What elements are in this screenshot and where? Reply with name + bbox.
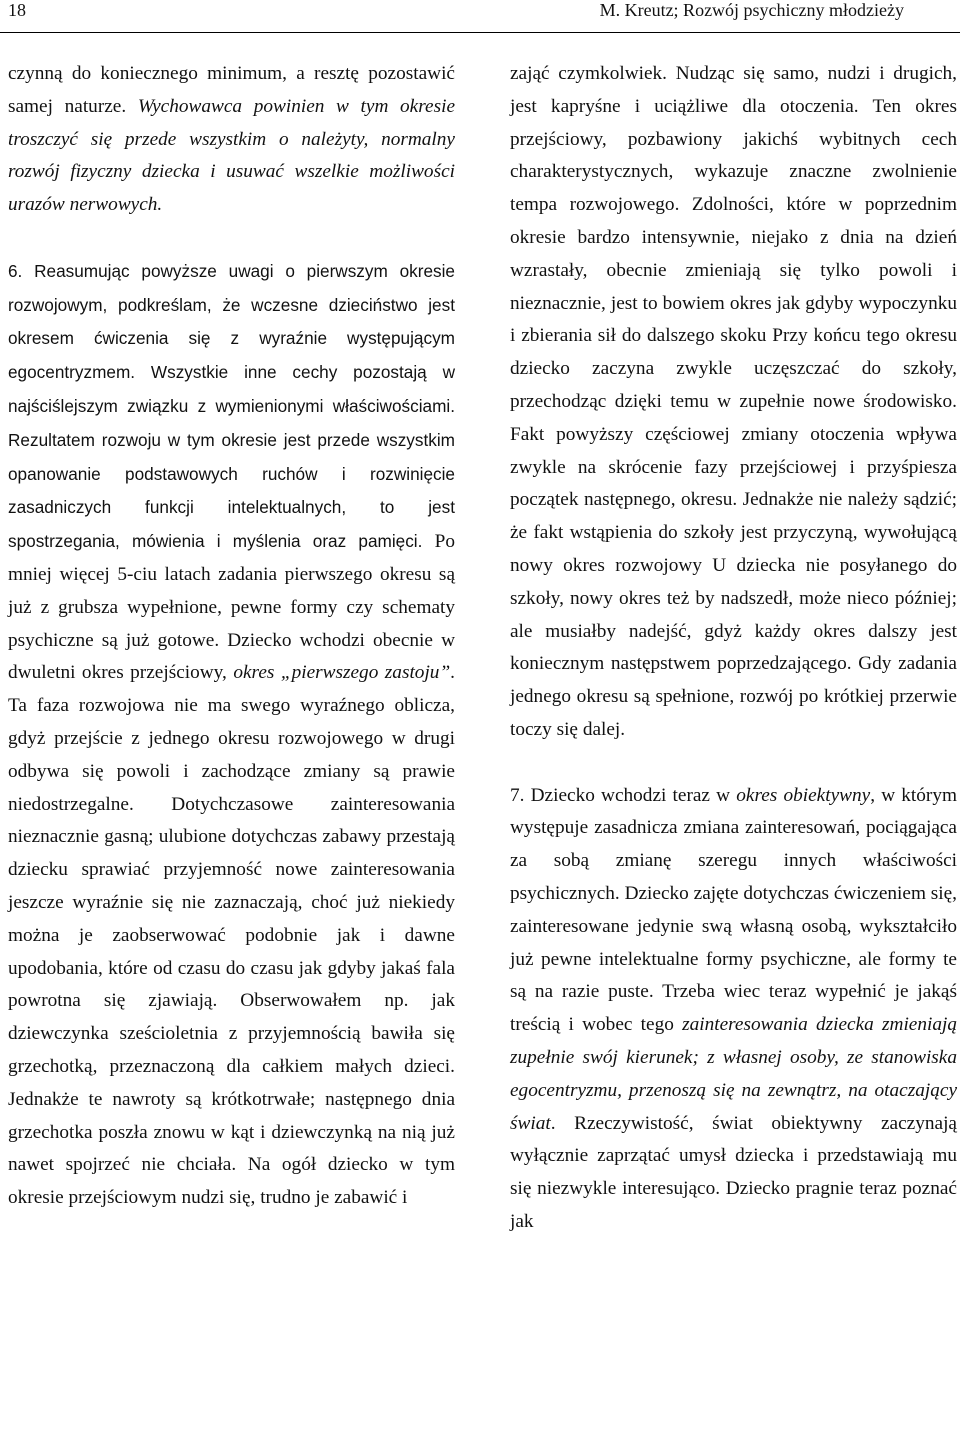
paragraph-italic-text: zainteresowania dziecka zmieniają zupełnie swój kierunek; z własnej osoby, ze stanowiska egocentryzmu, przenoszą się na zewnątrz, na otaczający świat — [510, 1014, 958, 1134]
paragraph-text: . Rzeczywistość, świat obiektywny zaczynają wyłącznie zaprzątać umysł dziecka i przedstawiają mu się niezwykle interesująco. Dziecko pragnie teraz poznać jak — [510, 1112, 957, 1232]
running-head: M. Kreutz; Rozwój psychiczny młodzieży — [599, 0, 904, 20]
paragraph-gap — [8, 222, 455, 255]
page-header — [0, 0, 960, 34]
header-rule — [0, 32, 960, 33]
paragraph-text: , w którym występuje zasadnicza zmiana zainteresowań, pociągająca za sobą zmianę szeregu innych właściwości psychicznych. Dziecko zajęte dotychczas ćwiczeniem się, zainteresowane jedynie swą własną osobą, wykształciło już pewne intelektualne formy psychiczne, ale formy te są na razie puste. Trzeba wiec teraz wypełnić je jakąś treścią i wobec tego — [510, 784, 957, 1036]
paragraph-text: Po mniej więcej 5-ciu latach zadania pierwszego okresu są już z grubsza wypełnione, pewne formy czy schematy psychiczne są już gotowe. Dziecko wchodzi obecnie w dwuletni okres przejściowy, — [8, 531, 456, 684]
paragraph-text: . Ta faza rozwojowa nie ma swego wyraźnego oblicza, gdyż przejście z jednego okresu rozwojowego w drugi odbywa się powoli i zachodzące zmiany są prawie niedostrzegalne. Dotychczasowe zainteresowania nieznacznie gasną; ulubione dotychczas zabawy przestają dziecku sprawiać przyjemność nowe zainteresowania jeszcze wyraźnie się nie zaznaczają, choć już niekiedy można je zaobserwować podobnie jak i dawne upodobania, które od czasu do czasu jak gdyby jakaś fala powrotna się zjawiają. Obserwowałem np. jak dziewczynka sześcioletnia z przyjemnością bawiła się grzechotką, przeznaczoną dla całkiem małych dzieci. Jednakże te nawroty są krótkotrwałe; następnego dnia grzechotka poszła znowu w kąt i dziewczynką na nią już nawet spojrzeć nie chciała. Na ogół dziecko w tym okresie przejściowym nudzi się, trudno je zabawić i — [8, 662, 455, 1209]
paragraph-7 — [510, 780, 957, 1239]
paragraph-text: czynną do koniecznego minimum, a resztę pozostawić samej naturze. — [8, 63, 455, 117]
paragraph-text: zająć czymkolwiek. Nudząc się samo, nudzi i drugich, jest kapryśne i uciążliwe dla otoczenia. Ten okres przejściowy, pozbawiony jakichś wybitnych cech charakterystycznych, wykazuje znaczne zwolnienie tempa rozwojowego. Zdolności, które w poprzednim okresie bardzo intensywnie, niejako z dnia na dzień wzrastały, obecnie zmieniają się tylko powoli i nieznacznie, jest to bowiem okres jak gdyby wypoczynku i zbierania sił do dalszego skoku Przy końcu tego okresu dziecko zaczyna zwykle uczęszczać do szkoły, przechodząc dzięki temu w zupełnie nowe środowisko. Fakt powyższy częściowej zmiany otoczenia wpływa zwykle na skrócenie fazy przejściowej i przyśpiesza początek następnego, okresu. Jednakże nie należy sądzić; że fakt wstąpienia do szkoły jest przyczyną, wywołującą nowy okres rozwojowy U dziecka nie posyłanego do szkoły, nowy okres też by nadszedł, może nieco później; ale musiałby nadejść, gdyż każdy okres dalszy jest koniecznym następstwem poprzedzającego. Gdy zadania jednego okresu są spełnione, rozwój po krótkiej przerwie toczy się dalej. — [510, 63, 957, 740]
page-number: 18 — [8, 0, 26, 20]
paragraph-text: 7. Dziecko wchodzi teraz w — [510, 784, 737, 806]
left-column — [8, 58, 455, 1215]
right-column — [510, 58, 957, 1239]
paragraph-gap — [510, 747, 957, 780]
paragraph-continuation-right — [510, 58, 957, 747]
paragraph-italic-text: okres obiektywny — [736, 784, 871, 806]
paragraph-italic-text: Wychowawca powinien w tym okresie troszczyć się przede wszystkim o należyty, normalny rozwój fizyczny dziecka i usuwać wszelkie możliwości urazów nerwowych. — [8, 95, 456, 216]
paragraph-sans-text: 6. Reasumując powyższe uwagi o pierwszym okresie rozwojowym, podkreślam, że wczesne dzieciństwo jest okresem ćwiczenia się z wyraźnie występującym egocentryzmem. Wszystkie inne cechy pozostają w najściślejszym związku z wymienionymi właściwościami. Rezultatem rozwoju w tym okresie jest przede wszystkim opanowanie podstawowych ruchów i rozwinięcie zasadniczych funkcji intelektualnych, to jest spostrzegania, mówienia i myślenia oraz pamięci. — [8, 260, 455, 552]
paragraph-6 — [8, 255, 455, 1215]
paragraph-italic-text: okres „pierwszego zastoju” — [233, 662, 451, 684]
paragraph-continuation — [8, 58, 455, 222]
